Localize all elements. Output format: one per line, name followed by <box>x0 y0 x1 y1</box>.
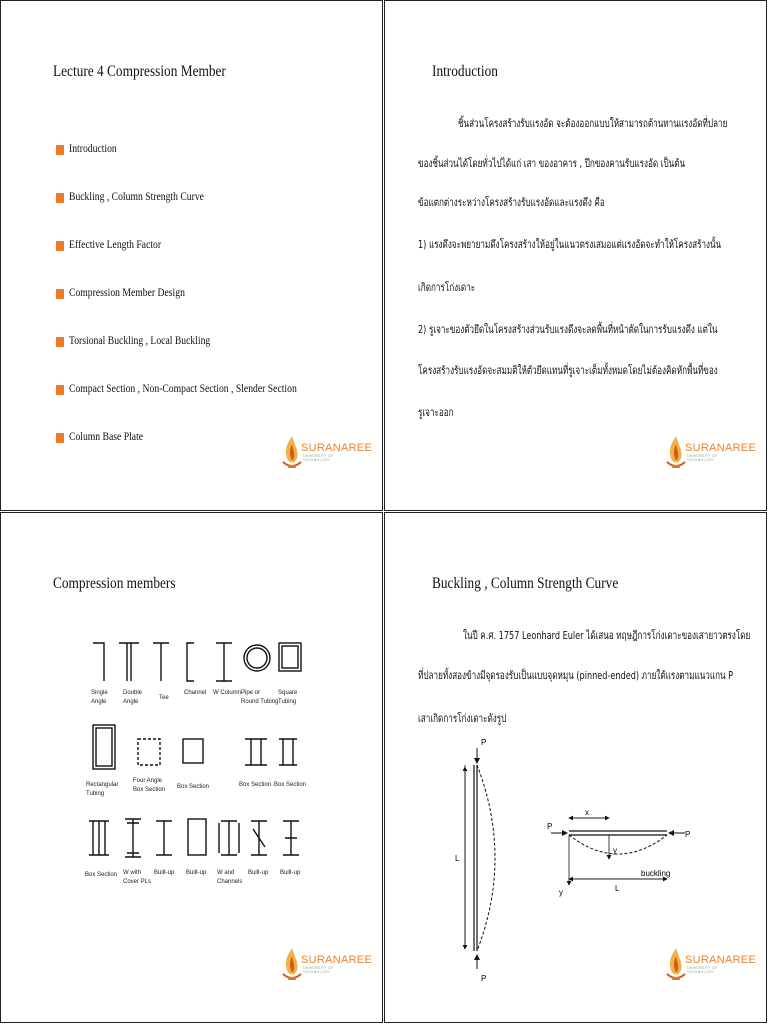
label-builtup: Built-up <box>280 870 301 876</box>
four-angle-box-shape <box>138 739 160 765</box>
slide-lecture-outline: Lecture 4 Compression Member Introduction Buckling , Column Strength Curve Effective Length Factor Compression Member Design Torsional Buckling , Local Buckling Compact Section , Non-Compact Section , Slender Section Column Base Plate SURANAREE UNIVERSITY OF TECHNOLOGY <box>0 0 383 511</box>
logo-subtitle: UNIVERSITY OF TECHNOLOGY <box>303 966 334 974</box>
builtup-3-shape <box>251 821 267 855</box>
label-l-horizontal: L <box>615 884 620 893</box>
label-tee: Tee <box>159 695 169 701</box>
label-rectangular-tubing: Rectangular Tubing <box>86 782 119 797</box>
box-section-2-shape <box>245 739 267 765</box>
slide-compression-members <box>0 512 383 1023</box>
label-box-section: Box Section <box>85 872 118 878</box>
paragraph-line: ข้อแตกต่างระหว่างโครงสร้างรับแรงอัดและแรงดึง คือ <box>418 196 605 209</box>
suranaree-logo <box>665 946 757 986</box>
tee-shape <box>153 643 169 681</box>
logo-name: SURANAREE <box>301 954 373 966</box>
label-channel: Channel <box>184 690 207 696</box>
bullet-square-icon <box>56 433 64 443</box>
vertical-column <box>465 748 495 969</box>
double-angle-shape <box>119 643 139 681</box>
label-single-angle: Single Angle <box>91 690 108 705</box>
logo-subtitle: UNIVERSITY OF TECHNOLOGY <box>687 966 718 974</box>
label-l-vertical: L <box>455 854 460 863</box>
bullet-square-icon <box>56 385 64 395</box>
builtup-2-shape <box>188 819 206 855</box>
label-x: x <box>585 808 589 817</box>
slide-title: Compression members <box>53 575 176 592</box>
paragraph-line: โครงสร้างรับแรงอัดจะสมมติให้ตัวยึดแทนที่รูเจาะเต็มทั้งหมดโดยไม่ต้องคิดหักพื้นที่ของ <box>418 364 718 377</box>
bullet-square-icon <box>56 337 64 347</box>
slide-introduction <box>384 0 767 511</box>
paragraph-line: ชิ้นส่วนโครงสร้างรับแรงอัด จะต้องออกแบบให้สามารถต้านทานแรงอัดที่ปลาย <box>458 117 728 130</box>
label-box-section: Box Section <box>274 782 307 788</box>
label-y-axis: y <box>559 888 563 897</box>
flame-logo-icon <box>665 946 687 984</box>
label-builtup: Built-up <box>248 870 269 876</box>
label-pipe: Pipe or Round Tubing <box>241 690 279 705</box>
builtup-4-shape <box>283 821 299 855</box>
box-section-4-shape <box>89 821 109 855</box>
label-p-bottom: P <box>481 974 487 983</box>
label-p-left: P <box>547 822 553 831</box>
slide-title: Lecture 4 Compression Member <box>53 63 226 80</box>
bullet-square-icon <box>56 241 64 251</box>
label-builtup: Built-up <box>186 870 207 876</box>
label-square-tubing: Square Tubing <box>278 690 298 705</box>
flame-logo-icon <box>281 434 303 472</box>
paragraph-line: 2) รูเจาะของตัวยึดในโครงสร้างส่วนรับแรงดึงจะลดพื้นที่หน้าตัดในการรับแรงดึง แต่ใน <box>418 323 718 336</box>
w-channels-shape <box>219 821 239 855</box>
label-y: y <box>613 846 617 855</box>
single-angle-shape <box>93 643 104 681</box>
w-column-shape <box>216 643 232 681</box>
paragraph-line: รูเจาะออก <box>418 406 454 419</box>
suranaree-logo <box>281 434 373 474</box>
paragraph-line: เกิดการโก่งเดาะ <box>418 281 476 294</box>
label-box-section: Box Section <box>177 784 210 790</box>
label-buckling: buckling <box>641 869 671 878</box>
flame-logo-icon <box>665 434 687 472</box>
logo-subtitle: UNIVERSITY OF TECHNOLOGY <box>303 454 334 462</box>
channel-shape <box>187 643 194 681</box>
label-p-right: P <box>685 830 691 839</box>
builtup-1-shape <box>156 821 172 855</box>
logo-name: SURANAREE <box>685 954 757 966</box>
paragraph-line: ในปี ค.ศ. 1757 Leonhard Euler ได้เสนอ ทฤษฎีการโก่งเดาะของเสายาวตรงโดย <box>463 629 751 642</box>
label-w-column: W Column <box>213 690 242 696</box>
paragraph-line: ที่ปลายทั้งสองข้างมีจุดรองรับเป็นแบบจุดหมุน (pinned-ended) ภายใต้แรงตามแนวแกน P <box>418 669 734 682</box>
logo-name: SURANAREE <box>685 442 757 454</box>
label-builtup: Built-up <box>154 870 175 876</box>
label-four-angle: Four Angle Box Section <box>133 778 166 793</box>
label-w-channels: W and Channels <box>217 870 243 885</box>
label-p-top: P <box>481 738 487 747</box>
paragraph-line: ของชิ้นส่วนได้โดยทั่วไปได้แก่ เสา ของอาคาร , ปีกของคานรับแรงอัด เป็นต้น <box>418 157 686 170</box>
bullet-square-icon <box>56 193 64 203</box>
slide-title: Introduction <box>432 63 498 80</box>
label-box-section: Box Section <box>239 782 272 788</box>
label-double-angle: Double Angle <box>123 690 143 705</box>
paragraph-line: เสาเกิดการโก่งเดาะดังรูป <box>418 712 507 725</box>
bullet-square-icon <box>56 289 64 299</box>
flame-logo-icon <box>281 946 303 984</box>
paragraph-line: 1) แรงดึงจะพยายามดึงโครงสร้างให้อยู่ในแนวตรงเสมอแต่แรงอัดจะทำให้โครงสร้างนั้น <box>418 238 722 251</box>
box-section-shape <box>183 739 203 763</box>
suranaree-logo <box>281 946 373 986</box>
slide-buckling <box>384 512 767 1023</box>
label-w-cover: W with Cover PLs <box>123 870 152 885</box>
pipe-shape <box>244 645 270 671</box>
logo-name: SURANAREE <box>301 442 373 454</box>
box-section-3-shape <box>279 739 297 765</box>
logo-subtitle: UNIVERSITY OF TECHNOLOGY <box>687 454 718 462</box>
suranaree-logo <box>665 434 757 474</box>
bullet-square-icon <box>56 145 64 155</box>
slide-title: Buckling , Column Strength Curve <box>432 575 619 592</box>
w-cover-shape <box>125 819 141 857</box>
